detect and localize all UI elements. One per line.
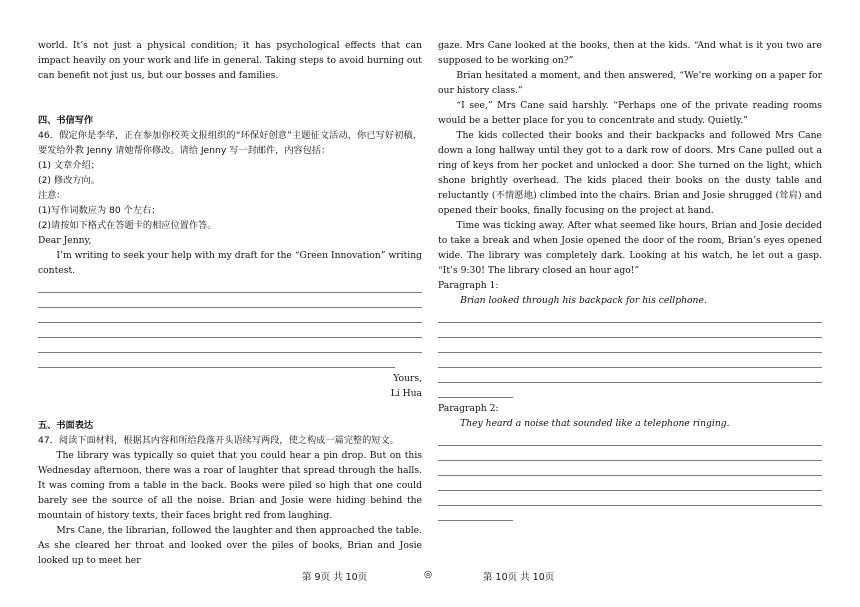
- center-mark-icon: ◎: [424, 569, 433, 580]
- note-1: (1)写作词数应为 80 个左右；: [38, 205, 161, 216]
- story-paragraph: The library was typically so quiet that you could hear a pin drop. But on this Wednesday afternoon, there was a roar of laughter that spread through the halls. It was coming from a table in the back. Books were piled so high that one could barely see the source of all the noise. Brian and Josie were hiding behind the mountain of history texts, their faces bright red from laughing.: [38, 450, 422, 521]
- letter-salutation: Dear Jenny,: [38, 235, 92, 246]
- right-page-number: 第 10页 共 10页: [483, 572, 555, 583]
- paragraph-1-writing-lines: [438, 308, 822, 398]
- writing-line: [438, 506, 513, 521]
- paragraph-2-label: Paragraph 2:: [438, 403, 499, 414]
- question-47-prompt: 47．阅读下面材料，根据其内容和所给段落开头语续写两段，使之构成一篇完整的短文。: [38, 435, 399, 446]
- writing-line: [438, 353, 822, 368]
- story-paragraph: Mrs Cane, the librarian, followed the laughter and then approached the table. As she cleared her throat and looked over the piles of books, Brian and Josie looked up to meet her: [38, 525, 422, 566]
- writing-line: [438, 491, 822, 506]
- notes-label: 注意：: [38, 190, 66, 201]
- paragraph-1-label: Paragraph 1:: [438, 280, 499, 291]
- writing-line: [38, 293, 422, 308]
- paragraph-1-opening: Brian looked through his backpack for his cellphone.: [460, 295, 707, 306]
- section-5-title: 五、书面表达: [38, 420, 94, 431]
- requirement-item-1: (1) 文章介绍；: [38, 160, 100, 171]
- story-paragraph: gaze. Mrs Cane looked at the books, then at the kids. “And what is it you two are supposed to be working on?”: [438, 40, 822, 66]
- writing-line: [438, 338, 822, 353]
- story-paragraph: Time was ticking away. After what seemed like hours, Brian and Josie decided to take a break and when Josie opened the door of the room, Brian’s eyes opened wide. The library was completely dark. Looking at his watch, he let out a gasp. “It’s 9:30! The library closed an hour ago!”: [438, 220, 822, 276]
- writing-line: [438, 323, 822, 338]
- writing-line: [438, 446, 822, 461]
- paragraph-2-opening: They heard a noise that sounded like a telephone ringing.: [460, 418, 730, 429]
- letter-opening-line: I’m writing to seek your help with my draft for the “Green Innovation” writing contest.: [38, 250, 422, 276]
- writing-line: [38, 308, 422, 323]
- burnout-text-ending: world. It’s not just a physical condition; it has psychological effects that can impact heavily on your work and life in general. Taking steps to avoid burning out can benefit not just us, but our bosses and families.: [38, 40, 422, 81]
- writing-line: [438, 431, 822, 446]
- writing-line: [38, 353, 395, 368]
- writing-line: [438, 476, 822, 491]
- right-column: [438, 38, 822, 521]
- question-46-prompt: 46．假定你是李华，正在参加你校英文报组织的“环保好创意”主题征文活动，你已写好初稿，要发给外教 Jenny 请她帮你修改。请给 Jenny 写一封邮件，内容包括：: [38, 130, 422, 156]
- writing-line: [438, 461, 822, 476]
- letter-closing: Yours,: [393, 373, 422, 384]
- writing-line: [438, 308, 822, 323]
- requirement-item-2: (2) 修改方向。: [38, 175, 100, 186]
- letter-signature: Li Hua: [390, 388, 422, 399]
- writing-line: [38, 338, 422, 353]
- story-paragraph: Brian hesitated a moment, and then answered, “We’re working on a paper for our history class.”: [438, 70, 822, 96]
- story-paragraph: The kids collected their books and their backpacks and followed Mrs Cane down a long hallway until they got to a dark row of doors. Mrs Cane pulled out a ring of keys from her pocket and unlocked a door. She turned on the light, which shone brightly overhead. The kids placed their books on the dusty table and reluctantly (不情愿地) climbed into the chairs. Brian and Josie shrugged (耸肩) and opened their books, finally focusing on the project at hand.: [438, 130, 822, 216]
- section-4-title: 四、书信写作: [38, 115, 94, 126]
- writing-line: [438, 383, 513, 398]
- left-column: [38, 38, 422, 568]
- letter-writing-lines: [38, 278, 422, 368]
- writing-line: [38, 278, 422, 293]
- note-2: (2)请按如下格式在答题卡的相应位置作答。: [38, 220, 217, 231]
- writing-line: [438, 368, 822, 383]
- writing-line: [38, 323, 422, 338]
- left-page-number: 第 9页 共 10页: [302, 572, 368, 583]
- story-paragraph: “I see,” Mrs Cane said harshly. “Perhaps one of the private reading rooms would be a better place for you to concentrate and study. Quietly.”: [438, 100, 822, 126]
- paragraph-2-writing-lines: [438, 431, 822, 521]
